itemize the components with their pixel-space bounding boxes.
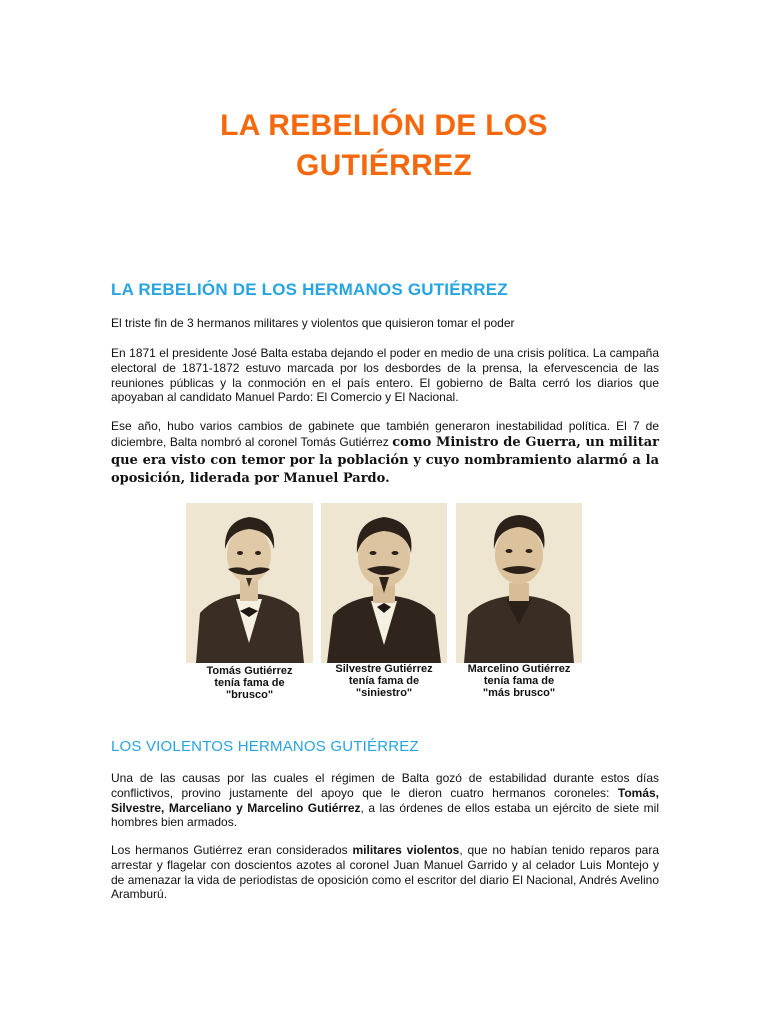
caption-tomas-line2: tenía fama de — [214, 677, 285, 689]
paragraph-3-emphasis: Tomás, Silvestre, Marceliano y Marcelino Gutiérrez — [111, 785, 659, 815]
paragraph-3 — [111, 771, 659, 830]
paragraph-4 — [111, 843, 659, 902]
caption-marcelino — [456, 663, 582, 699]
page-title-line2: GUTIÉRREZ — [295, 149, 473, 182]
caption-silvestre-line2: tenía fama de — [348, 675, 420, 687]
paragraph-2 — [111, 419, 659, 488]
caption-tomas-name: Tomás Gutiérrez — [206, 665, 293, 677]
portrait-marcelino — [456, 503, 582, 663]
caption-tomas-line3: "brusco" — [225, 689, 274, 701]
page-title-line1: LA REBELIÓN DE LOS — [220, 109, 548, 142]
page-title — [0, 106, 768, 186]
portrait-silvestre — [321, 503, 447, 663]
portraits-figure — [186, 503, 586, 708]
caption-marcelino-line2: tenía fama de — [483, 675, 555, 687]
paragraph-4-emphasis: militares violentos — [352, 843, 460, 857]
caption-silvestre-name: Silvestre Gutiérrez — [335, 663, 433, 675]
caption-silvestre — [321, 663, 447, 699]
paragraph-1: En 1871 el presidente José Balta estaba dejando el poder en medio de una crisis política. La campaña electoral de 1871-1872 estuvo marcada por los desbordes de la prensa, la efervescencia de las reuniones públicas y la conmoción en el país entero. El gobierno de Balta cerró los diarios que apoyaban al candidato Manuel Pardo: El Comercio y El Nacional. — [111, 346, 659, 405]
paragraph-2-text: Ese año, hubo varios cambios de gabinete que también generaron inestabilidad política. El 7 de diciembre, Balta nombró al coronel Tomás Gutiérrez — [111, 419, 659, 449]
portrait-tomas — [186, 503, 313, 663]
intro-paragraph: El triste fin de 3 hermanos militares y violentos que quisieron tomar el poder — [111, 316, 515, 330]
paragraph-3-text-b: , a las órdenes de ellos estaba un ejército de siete mil hombres bien armados. — [111, 800, 660, 830]
section-heading-violent: LOS VIOLENTOS HERMANOS GUTIÉRREZ — [111, 738, 419, 755]
paragraph-2-emphasis: como Ministro de Guerra, un militar que era visto con temor por la población y cuyo nombramiento alarmó a la oposición, liderada por Manuel Pardo. — [111, 434, 659, 486]
paragraph-3-text-a: Una de las causas por las cuales el régimen de Balta gozó de estabilidad durante estos días conflictivos, provino justamente del apoyo que le dieron cuatro hermanos coroneles: — [111, 771, 659, 800]
caption-marcelino-line3: "más brusco" — [482, 687, 556, 699]
section-heading-rebellion: LA REBELIÓN DE LOS HERMANOS GUTIÉRREZ — [111, 280, 508, 299]
caption-marcelino-name: Marcelino Gutiérrez — [467, 663, 571, 675]
paragraph-4-text-a: Los hermanos Gutiérrez eran considerados — [111, 843, 353, 857]
caption-silvestre-line3: "siniestro" — [355, 687, 413, 699]
caption-tomas — [186, 665, 313, 701]
paragraph-4-text-b: , que no habían tenido reparos para arrestar y flagelar con doscientos azotes al coronel Juan Manuel Garrido y al celador Luis Montejo y de amenazar la vida de periodistas de oposición como el escritor del diario El Nacional, Andrés Avelino Aramburú. — [111, 843, 659, 902]
